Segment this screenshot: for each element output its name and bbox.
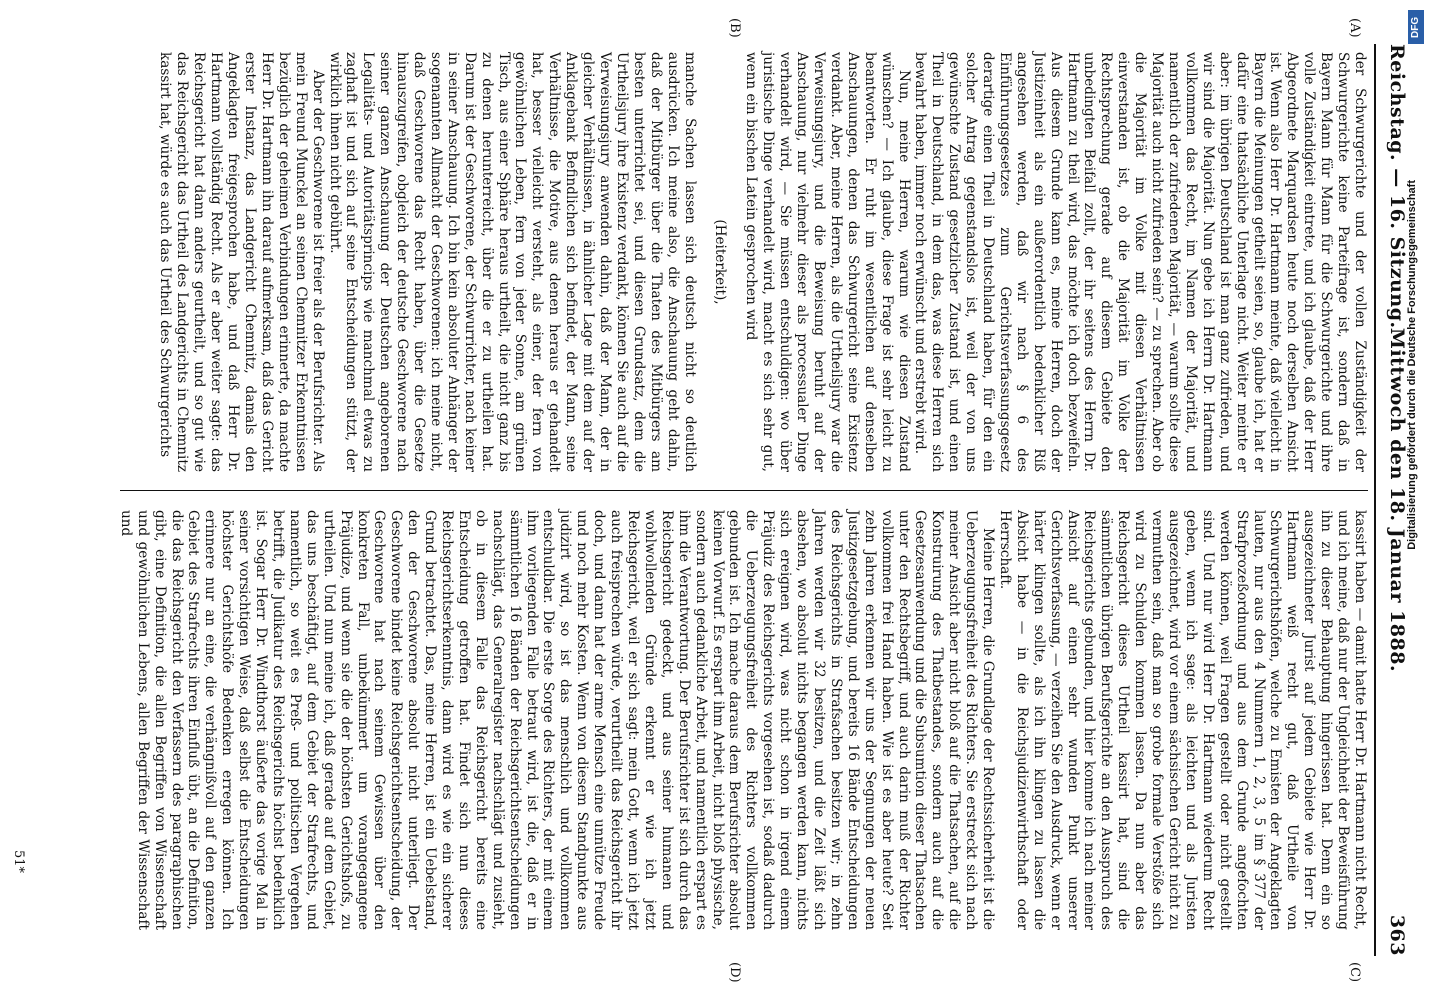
header-date: Mittwoch den 18. Januar 1888. [1386,327,1408,673]
paragraph: Nun, meine Herren, warum wie diesen Zustand wünschen? — Ich glaube, diese Frage ist sehr leicht zu beantworten. Er ruht im wesentlichen auf denselben Anschauungen, denen das Schwurgericht seine Existenz verdankt. Aber, meine Herren, als die Urtheilsjury war die Verweisungsjury, und die Beweisung beruht auf der Anschauung, nur vielmehr dieser als processualer Dinge verhandelt wird, — Sie müssen entschuldigen: wo über juristische Dinge verhandelt wird, macht es sich sehr gut, wenn ein bischen Latein gesprochen wird [743,52,912,472]
paragraph: Aber der Geschworene ist freier als der Berufsrichter. Als mein Freund Munckel an seinen Chemnitzer Erkenntnissen bezüglich der geheimen Verbindungen erinnerte, da machte Herr Dr. Hartmann ihn darauf aufmerksam, daß das Gericht erster Instanz, das Landgericht Chemnitz, damals den Angeklagten freigesprochen habe, und daß Herr Dr. Hartmann vollständig Recht. Als er aber weiter sagte: das Reichsgericht hat dann anders geurtheilt, und so gut wie das Reichsgericht das Urtheil des Landgerichts in Chemnitz kassirt hat, würde es auch das Urtheil des Schwurgerichts [157,52,326,472]
paragraph: manche Sachen lassen sich deutsch nicht so deutlich ausdrücken. Ich meine also, die Anschauung geht dahin, daß der Mitbürger über die Thaten des Mitbürgers am besten unterrichtet sei, und diesen Grundsatz, dem die Urtheilsjury ihre Existenz verdankt, können Sie auch auf die Verweisungsjury anwenden dahin, daß der Mann, der in gleicher Verhältnissen, in ähnlicher Lage mit dem auf der Anklagebank Befindlichen sich befindet, der Mann, seine Verhältnisse, die Motive, aus denen heraus er gehandelt hat, besser vielleicht versteht, als einer, der fern von gewöhnlichen Leben, fern von jeder Sonne, am grünen Tisch, aus einer Sphäre heraus urtheilt, die nicht ganz bis zu denen herunterreicht, über die er zu urtheilen hat. Darum ist der Geschworene, der Schwurrichter, nach keiner in seiner Anschauung. Ich bin kein absoluter Anhänger der sogenannten Allmacht der Geschworenen: ich meine nicht, daß Geschworene das Recht haben, über die Gesetze hinauszugreifen, obgleich der deutsche Geschworene nach seiner ganzen Anschauung der Deutschen angeborenen Legalitäts- und Autoritätsprincips wie manchmal etwas zu zaghaft ist und sich auf seine Entscheidungen stützt, der wirklich ihnen nicht gebührt. [326,52,698,472]
margin-mark-a: (A) [1347,18,1362,38]
paragraph: kassirt haben — damit hatte Herr Dr. Hartmann nicht Recht, und ich meine, daß nur der Ungleichheit der Beweisführung ihn zu dieser Behauptung hingerissen hat. Denn ein so ausgezeichneter Jurist auf jedem Gebiete wie Herr Dr. Hartmann weiß recht gut, daß Urtheile von Schwurgerichtshöfen, welche zu Emisten der Angeklagten lauten, nur aus den 4 Nummern 1, 2, 3, 5 im § 377 der Strafprozeßordnung und aus dem Grunde angefochten werden können, weil Fragen gestellt oder nicht gestellt sind. Und nur wird Herr Dr. Hartmann wiederum Recht geben, wenn ich sage: als leichten und als Juristen ausgezeichnet, wird vor einem sächsischen Gericht nicht zu vermuthen sein, daß man so grobe formale Verstöße sich wird zu Schulden kommen lassen. Da nun aber das Reichsgericht dieses Urtheil kassirt hat, sind die sämmtlichen übrigen Berufsgerichte an den Ausspruch des Reichsgerichts gebunden, und hier komme ich nach meiner Ansicht auf einen sehr wunden Punkt unserer Gerichtsverfassung, — verzeihen Sie den Ausdruck, wenn er härter klingen sollte, als ich ihn klingen zu lassen die Absicht habe — in die Reichsjudizienwirthschaft oder Herrschaft. [996,510,1368,930]
paragraph: Meine Herren, die Grundlage der Rechtssicherheit ist die Ueberzeugungsfreiheit des Richters. Sie erstreckt sich nach meiner Ansicht aber nicht bloß auf die Thatsachen, auf die Konstruirung des Thatbestandes, sondern auch auf die Gesetzesanwendung und die Subsumtion dieser Thatsachen unter den Rechtsbegriff, und auch darin muß der Richter vollkommen frei Hand haben. Wie ist es aber heute? Seit zehn Jahren erkennen wir uns der Segnungen der neuen Justizgesetzgebung, und bereits 16 Bände Entscheidungen des Reichsgerichts in Strafsachen besitzen wir; in zehn Jahren werden wir 32 besitzen, und die Zeit läßt sich absehen, wo absolut nichts begangen werden kann, nichts sich ereignen wird, was nicht schon in irgend einem Präjudiz des Reichsgerichts vorgesehen ist, sodaß dadurch die Ueberzeugungsfreiheit des Richters vollkommen gebunden ist. Ich mache daraus dem Berufsrichter absolut keinen Vorwurf. Es erspart ihm Arbeit, nicht bloß physische, sondern auch gedankliche Arbeit, und namentlich erspart es ihm die Verantwortung. Der Berufsrichter ist sich durch das Reichsgericht gedeckt, und aus seiner humanen und wohlwollenden Gründe erkennt er wie ich jetzt Reichsgericht, weil er sich sagt: mein Gott, wenn ich jetzt auch freisprechen würde, verurtheilt das Reichsgericht ihr doch, und dann hat der arme Mensch eine unnütze Freude und noch mehr Kosten. Wenn von diesem Standpunkte aus judizirt wird, so ist das menschlich und vollkommen entschuldbar. Die erste Sorge des Richters, der mit einem ihm vorliegenden Falle betraut wird, ist die, daß er in sämmtlichen 16 Bänden der Reichsgerichtsentscheidungen nachschlägt, das Generalregister nachschlägt und zusieht, ob in diesem Falle das Reichsgericht bereits eine Entscheidung getroffen hat. Findet sich nun dieses Reichsgerichtserkenntnis, dann wird es wie ein sicherer Grund betrachtet. Das, meine Herren, ist ein Uebelstand, den der Geschworene absolut nicht unterliegt. Der Geschworene bindet keine Reichsgerichtsentscheidung, der Geschworene hat nach seinem Gewissen über den konkreten Fall, unbekümmert um vorangegangene Präjudize, und wenn sie die der höchsten Gerichtshofs, zu urtheilen. Und nun meine ich, daß gerade auf dem Gebiet, das uns beschäftigt, auf dem Gebiet der Strafrechts, und namentlich, so weit es Preß- und politischen Vergehen betrifft, die Judikatur des Reichsgerichts höchst bedenklich ist. Sogar Herr Dr. Windthorst äußerte das vorige Mal in seiner vorsichtigen Weise, daß selbst die Entscheidungen höchster Gerichtshöfe Bedenken erregen können. Ich erinnere nur an eine, die verhängnißvoll auf den ganzen Gebiet des Strafrechts ihren Einfluß übt, an die Definition, die das Reichsgericht den Verfassern des paragraphischen gibt, eine Definition, die allen Begriffen von Wissenschaft und gewöhnlichen Lebens, allen Begriffen der Wissenschaft und [117,510,997,930]
text-column-left [120,52,1368,472]
text-column-right [117,510,1368,930]
margin-mark-d: (D) [727,962,742,983]
signature-mark: 51* [11,850,26,874]
paragraph: der Schwurgerichte und der vollen Zuständigkeit der Schwurgerichte keine Parteifrage ist, sondern daß in Bayern Mann für Mann für die Schwurgerichte und ihre volle Zuständigkeit eintrete, und ich glaube, daß der Herr Abgeordnete Marquardsen heute noch derselben Ansicht ist. Wenn also Herr Dr. Hartmann meinte, daß vielleicht in Bayern die Meinungen getheilt seien, so, glaube ich, hat er dafür eine thatsächliche Unterlage nicht. Weiter meinte er aber: im übrigen Deutschland ist man ganz zufrieden, und wir sind die Majorität. Nun gebe ich Herrn Dr. Hartmann vollkommen das Recht, im Namen der Majorität, und namentlich der zufriedenen Majorität, — warum sollte diese Majorität auch nicht zufrieden sein? — zu sprechen. Aber ob die Majorität im Volke mit diesen Verhältnissen einverstanden ist, ob die Majorität im Volke der Rechtsprechung gerade auf diesem Gebiete den unbedingten Beifall zollt, der ihr seitens des Herrn Dr. Hartmann zu theil wird, das möchte ich doch bezweifeln. Aus diesem Grunde kann es, meine Herren, doch der Justizeinheit als ein außerordentlich bedenklicher Riß angesehen werden, daß wir nach § 6 des Einführungsgesetzes zum Gerichtsverfassungsgesetz derartige einen Theil in Deutschland haben, für den ein solcher Antrag gegenstandslos ist, weil der von uns gewünschte Zustand gesetzlicher Zustand ist, und einen Theil in Deutschland, in dem das, was diese Herren sich bewahrt haben, immer noch erwünscht und erstrebt wird. [912,52,1368,472]
interjection: (Heiterkeit), [712,219,729,305]
credit-text: Digitalisierung gefördert durch die Deutsche Forschungsgemeinschaft [1406,180,1418,550]
page-number: 363 [1386,914,1408,956]
dfg-logo: DFG [1408,10,1424,44]
margin-mark-c: (C) [1347,962,1362,983]
header-left: Reichstag. — 16. Sitzung. [1386,44,1408,329]
digitization-credit [1402,0,1430,1000]
margin-mark-b: (B) [727,18,742,38]
column-divider [120,490,1368,491]
